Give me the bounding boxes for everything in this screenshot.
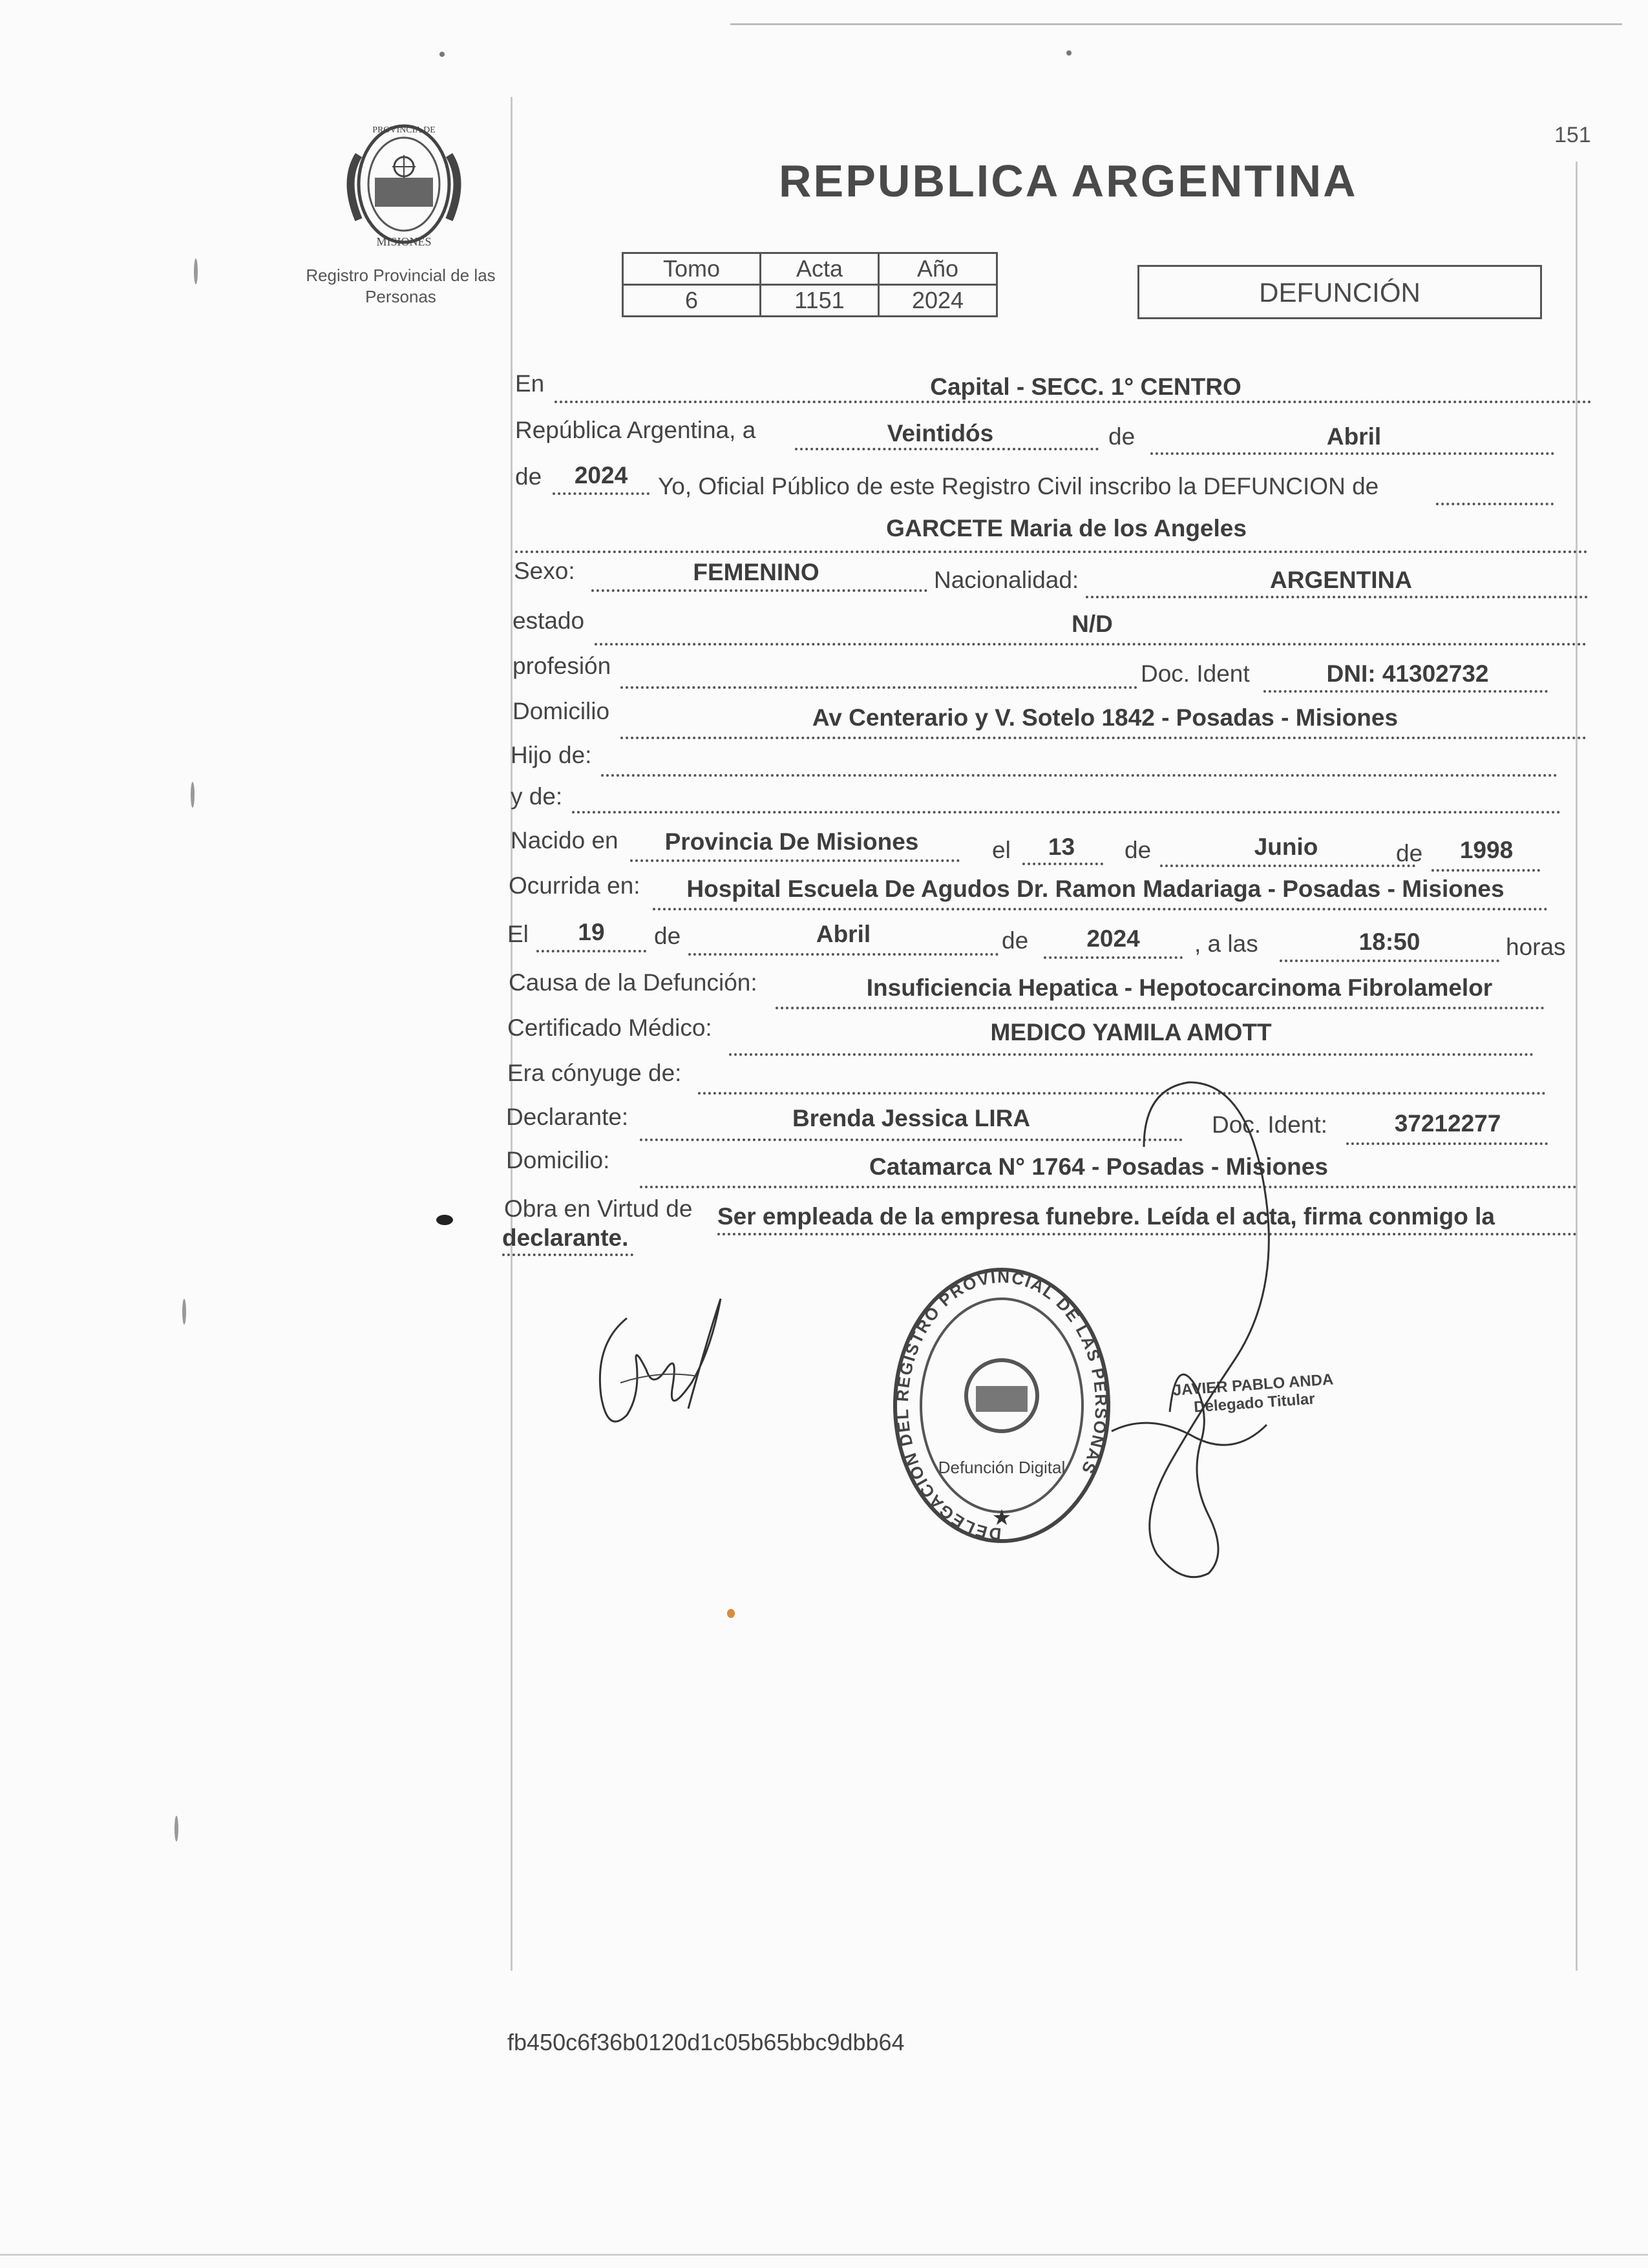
causa-dotted-line <box>776 1007 1545 1009</box>
de-label-6: de <box>1002 927 1029 954</box>
sexo-value: FEMENINO <box>693 559 819 585</box>
domicilio2-label: Domicilio: <box>506 1147 610 1173</box>
obra-dotted-line-2 <box>502 1254 633 1256</box>
causa-value: Insuficiencia Hepatica - Hepotocarcinoma Fibrolamelor <box>866 974 1493 1001</box>
official-signature <box>1099 1076 1293 1612</box>
nac-month-value: Junio <box>1254 834 1318 860</box>
scan-speck <box>191 782 195 808</box>
svg-text:★: ★ <box>991 1506 1012 1530</box>
ref-value-tomo: 6 <box>623 285 761 317</box>
svg-text:MISIONES: MISIONES <box>376 235 432 248</box>
en-label: En <box>515 370 545 397</box>
ocurrida-value: Hospital Escuela De Agudos Dr. Ramon Madariaga - Posadas - Misiones <box>686 876 1505 902</box>
svg-text:Defunción Digital: Defunción Digital <box>938 1458 1066 1477</box>
bottom-border-line <box>0 2254 1648 2256</box>
ocurrida-label: Ocurrida en: <box>509 872 640 899</box>
death-day-dotted-line <box>536 950 646 952</box>
de-label-5: de <box>654 923 681 949</box>
profesion-label: profesión <box>512 653 611 679</box>
certificado-dotted-line <box>729 1053 1534 1056</box>
nacionalidad-label: Nacionalidad: <box>934 567 1079 593</box>
doc-ident-label: Doc. Ident <box>1141 660 1250 687</box>
nacionalidad-dotted-line <box>1086 596 1588 598</box>
republic-label: República Argentina, a <box>515 417 756 443</box>
svg-text:DELEGACION DEL REGISTRO PROVIN: DELEGACION DEL REGISTRO PROVINCIAL DE LAS PERSONAS <box>892 1266 1112 1544</box>
month-dotted-line <box>1150 452 1554 455</box>
estado-label: estado <box>512 607 585 634</box>
death-month-dotted-line <box>688 953 998 956</box>
nac-month-dotted-line <box>1160 865 1415 867</box>
year-dotted-line <box>553 492 650 495</box>
certificado-value: MEDICO YAMILA AMOTT <box>990 1019 1272 1045</box>
doc-ident2-dotted-line <box>1346 1142 1548 1145</box>
certificado-label: Certificado Médico: <box>507 1014 712 1041</box>
de-label-3: de <box>1125 837 1152 863</box>
page-title: REPUBLICA ARGENTINA <box>779 156 1358 206</box>
scan-speck <box>439 52 445 57</box>
de-label-4: de <box>1396 840 1423 866</box>
nacido-label: Nacido en <box>511 827 618 854</box>
officer-dotted-line <box>1436 503 1554 505</box>
sexo-label: Sexo: <box>514 558 575 584</box>
name-dotted-line <box>515 551 1588 553</box>
ref-header-tomo: Tomo <box>623 253 761 285</box>
nac-day-dotted-line <box>1022 863 1103 865</box>
ref-value-acta: 1151 <box>761 285 879 317</box>
scan-speck <box>436 1215 453 1225</box>
doc-ident2-value: 37212277 <box>1394 1110 1501 1137</box>
nac-year-dotted-line <box>1431 869 1540 872</box>
el-label: el <box>992 837 1011 863</box>
sexo-dotted-line <box>591 589 927 592</box>
declarant-signature <box>582 1286 743 1441</box>
estado-value: N/D <box>1072 611 1113 637</box>
place-value: Capital - SECC. 1° CENTRO <box>930 373 1241 400</box>
nac-year-value: 1998 <box>1459 837 1514 863</box>
domicilio-label: Domicilio <box>512 698 610 724</box>
scan-speck <box>174 1816 178 1842</box>
obra-label: Obra en Virtud de <box>504 1195 693 1222</box>
death-day-value: 19 <box>578 919 605 945</box>
domicilio-value: Av Centerario y V. Sotelo 1842 - Posadas - Misiones <box>812 704 1399 731</box>
obra-text-line-1: Ser empleada de la empresa funebre. Leída el acta, firma conmigo la <box>717 1203 1495 1230</box>
right-margin-line <box>1576 162 1578 1971</box>
ref-header-ano: Año <box>879 253 997 285</box>
death-year-dotted-line <box>1044 956 1183 959</box>
a-las-label: , a las <box>1194 930 1258 957</box>
obra-text-line-2: declarante. <box>502 1224 629 1251</box>
month-text-value: Abril <box>1326 423 1382 450</box>
domicilio2-value: Catamarca N° 1764 - Posadas - Misiones <box>869 1153 1328 1180</box>
doc-ident2-label: Doc. Ident: <box>1212 1111 1327 1138</box>
conyuge-label: Era cónyuge de: <box>507 1060 682 1086</box>
de-label-1: de <box>1108 423 1136 450</box>
nacionalidad-value: ARGENTINA <box>1270 567 1412 593</box>
officer-text: Yo, Oficial Público de este Registro Civil inscribo la DEFUNCION de <box>658 473 1379 499</box>
yde-label: y de: <box>511 783 563 810</box>
document-type-box: DEFUNCIÓN <box>1137 265 1542 319</box>
nacido-lugar-value: Provincia De Misiones <box>664 828 919 855</box>
svg-text:PROVINCIA DE: PROVINCIA DE <box>372 125 436 135</box>
death-time-dotted-line <box>1280 960 1499 962</box>
official-stamp <box>889 1266 1115 1551</box>
scan-speck <box>194 258 198 284</box>
registry-label: Registro Provincial de las Personas <box>306 266 496 306</box>
scan-speck <box>1066 50 1072 56</box>
place-dotted-line <box>555 401 1592 403</box>
death-year-value: 2024 <box>1086 925 1140 952</box>
doc-ident-dotted-line <box>1263 690 1548 693</box>
death-time-value: 18:50 <box>1358 929 1421 955</box>
document-hash: fb450c6f36b0120d1c05b65bbc9dbb64 <box>507 2029 905 2055</box>
de-label-2: de <box>515 463 542 490</box>
hijo-dotted-line <box>601 774 1558 777</box>
ref-value-ano: 2024 <box>879 285 997 317</box>
official-stamp-text: JAVIER PABLO ANDA Delegado Titular <box>1172 1370 1335 1416</box>
hijo-label: Hijo de: <box>511 742 592 768</box>
declarante-value: Brenda Jessica LIRA <box>792 1105 1031 1131</box>
deceased-name-value: GARCETE Maria de los Angeles <box>886 515 1247 541</box>
top-border-line <box>730 23 1622 25</box>
ocurrida-dotted-line <box>653 908 1548 910</box>
day-text-value: Veintidós <box>887 420 994 446</box>
nacido-dotted-line <box>630 859 960 862</box>
domicilio-dotted-line <box>620 737 1587 739</box>
nac-day-value: 13 <box>1048 834 1075 860</box>
scan-speck <box>182 1299 186 1325</box>
yde-dotted-line <box>572 811 1561 814</box>
horas-label: horas <box>1506 934 1566 960</box>
causa-label: Causa de la Defunción: <box>509 969 757 996</box>
el2-label: El <box>507 921 529 947</box>
day-dotted-line <box>795 448 1099 450</box>
scan-speck <box>727 1609 735 1618</box>
doc-ident-value: DNI: 41302732 <box>1326 660 1489 687</box>
death-month-value: Abril <box>816 921 871 947</box>
profesion-dotted-line <box>620 686 1137 689</box>
estado-dotted-line <box>595 643 1587 646</box>
provincial-seal-icon <box>336 116 472 252</box>
page-number: 151 <box>1554 123 1591 147</box>
ref-header-acta: Acta <box>761 253 879 285</box>
declarante-label: Declarante: <box>506 1104 629 1130</box>
year-value: 2024 <box>574 462 628 488</box>
reference-table <box>622 252 998 317</box>
